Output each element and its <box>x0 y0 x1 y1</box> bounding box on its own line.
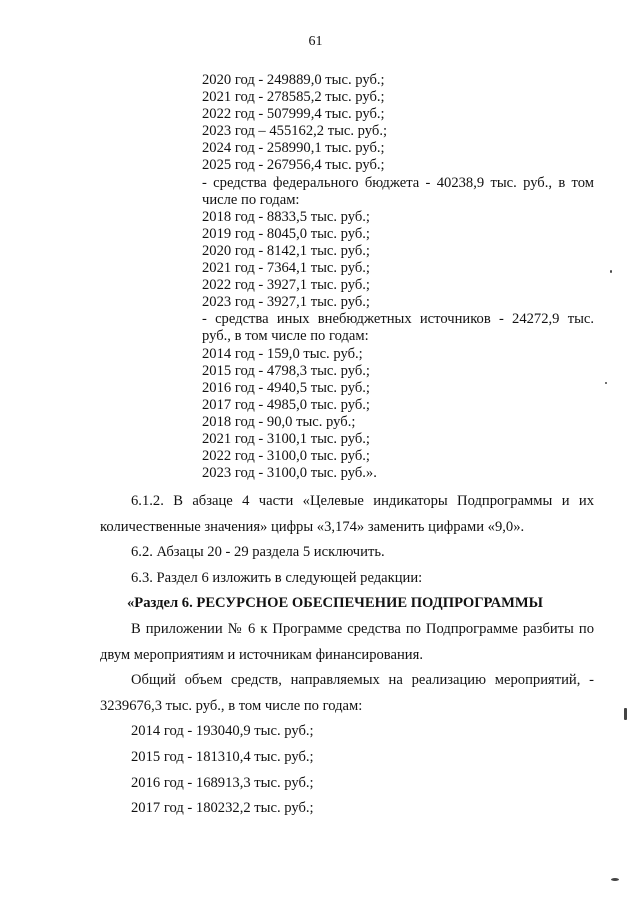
federal-budget-heading: - средства федерального бюджета - 40238,9 тыс. руб., в том числе по годам: <box>202 174 594 208</box>
list-item: 2015 год - 181310,4 тыс. руб.; <box>131 748 314 765</box>
funding-list-block <box>202 72 594 482</box>
list-item: 2019 год - 8045,0 тыс. руб.; <box>202 225 370 242</box>
offbudget-heading: - средства иных внебюджетных источников - 24272,9 тыс. руб., в том числе по годам: <box>202 311 594 345</box>
scan-speck <box>610 270 612 273</box>
list-item: 2017 год - 4985,0 тыс. руб.; <box>202 396 370 413</box>
list-item: 2016 год - 168913,3 тыс. руб.; <box>131 774 314 791</box>
scan-speck <box>624 708 627 720</box>
list-item: 2018 год - 90,0 тыс. руб.; <box>202 413 356 430</box>
list-item: 2020 год - 249889,0 тыс. руб.; <box>202 72 385 88</box>
list-item: 2016 год - 4940,5 тыс. руб.; <box>202 379 370 396</box>
list-item: 2017 год - 180232,2 тыс. руб.; <box>131 800 314 817</box>
list-item: 2020 год - 8142,1 тыс. руб.; <box>202 242 370 259</box>
list-item: 2014 год - 159,0 тыс. руб.; <box>202 345 363 362</box>
list-item: 2023 год - 3100,0 тыс. руб.». <box>202 465 377 482</box>
list-item: 2024 год - 258990,1 тыс. руб.; <box>202 140 385 157</box>
list-item: 2015 год - 4798,3 тыс. руб.; <box>202 362 370 379</box>
list-item: 2022 год - 3927,1 тыс. руб.; <box>202 277 370 294</box>
paragraph-6-1-2: 6.1.2. В абзаце 4 части «Целевые индикаторы Подпрограммы и их количественные значения» цифры «3,174» заменить цифрами «9,0». <box>100 493 594 535</box>
list-item: 2018 год - 8833,5 тыс. руб.; <box>202 208 370 225</box>
list-item: 2021 год - 7364,1 тыс. руб.; <box>202 260 370 277</box>
list-item: 2025 год - 267956,4 тыс. руб.; <box>202 157 385 174</box>
list-item: 2023 год – 455162,2 тыс. руб.; <box>202 123 388 140</box>
paragraph-appendix: В приложении № 6 к Программе средства по Подпрограмме разбиты по двум мероприятиям и источникам финансирования. <box>100 620 594 663</box>
list-item: 2021 год - 3100,1 тыс. руб.; <box>202 430 370 447</box>
list-item: 2022 год - 507999,4 тыс. руб.; <box>202 106 385 123</box>
scan-speck <box>611 878 619 881</box>
paragraph-6-2: 6.2. Абзацы 20 - 29 раздела 5 исключить. <box>131 544 385 561</box>
list-item: 2014 год - 193040,9 тыс. руб.; <box>131 723 314 740</box>
list-item: 2021 год - 278585,2 тыс. руб.; <box>202 89 385 106</box>
scan-speck <box>605 382 607 384</box>
section-heading: «Раздел 6. РЕСУРСНОЕ ОБЕСПЕЧЕНИЕ ПОДПРОГРАММЫ <box>127 595 544 612</box>
list-item: 2022 год - 3100,0 тыс. руб.; <box>202 448 370 465</box>
document-body <box>100 489 594 822</box>
list-item: 2023 год - 3927,1 тыс. руб.; <box>202 294 370 311</box>
paragraph-6-3: 6.3. Раздел 6 изложить в следующей редакции: <box>131 569 423 586</box>
paragraph-total: Общий объем средств, направляемых на реализацию мероприятий, - 3239676,3 тыс. руб., в том числе по годам: <box>100 672 594 714</box>
page-number: 61 <box>308 34 323 49</box>
